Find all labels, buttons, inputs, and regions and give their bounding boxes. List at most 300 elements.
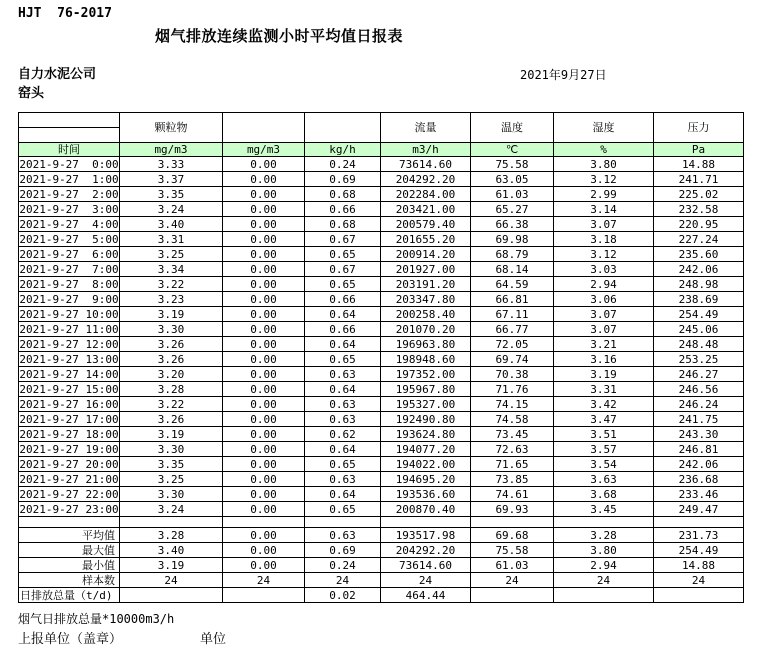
time-cell: 2021-9-27 8:00 — [19, 277, 119, 291]
time-cell: 2021-9-27 2:00 — [19, 187, 119, 201]
unit-cell-pressure: Pa — [654, 143, 744, 157]
time-cell: 2021-9-27 1:00 — [19, 172, 119, 186]
value-cell: 3.06 — [554, 292, 654, 307]
value-cell: 0.69 — [305, 172, 381, 187]
value-cell: 195967.80 — [381, 382, 471, 397]
value-cell: 0.63 — [305, 412, 381, 427]
value-cell: 3.37 — [120, 172, 223, 187]
value-cell: 0.68 — [305, 187, 381, 202]
value-cell: 0.00 — [223, 262, 305, 277]
summary-value-cell: 61.03 — [471, 558, 554, 573]
summary-value-cell: 204292.20 — [381, 543, 471, 558]
unit-cell-particulate-mg: mg/m3 — [120, 143, 223, 157]
value-cell: 73614.60 — [381, 157, 471, 172]
value-cell: 253.25 — [654, 352, 744, 367]
value-cell: 0.00 — [223, 187, 305, 202]
column-group-flow: 流量 — [381, 113, 471, 143]
time-cell: 2021-9-27 4:00 — [19, 217, 119, 231]
report-table — [18, 112, 744, 603]
value-cell: 66.77 — [471, 322, 554, 337]
summary-value-cell: 24 — [554, 573, 654, 588]
value-cell: 3.22 — [120, 277, 223, 292]
summary-value-cell: 254.49 — [654, 543, 744, 558]
value-cell: 74.61 — [471, 487, 554, 502]
value-cell: 0.00 — [223, 247, 305, 262]
summary-label-cell: 最小值 — [19, 558, 120, 573]
value-cell: 0.64 — [305, 307, 381, 322]
time-cell: 2021-9-27 5:00 — [19, 232, 119, 246]
spacer-cell — [120, 517, 223, 528]
time-cell: 2021-9-27 15:00 — [19, 382, 119, 396]
value-cell: 75.58 — [471, 157, 554, 172]
time-cell: 2021-9-27 6:00 — [19, 247, 119, 261]
unit-label: 单位 — [200, 632, 227, 647]
unit-cell-mg: mg/m3 — [223, 143, 305, 157]
value-cell: 3.42 — [554, 397, 654, 412]
value-cell: 69.93 — [471, 502, 554, 517]
summary-value-cell — [654, 588, 744, 603]
value-cell: 3.63 — [554, 472, 654, 487]
spacer-cell — [471, 517, 554, 528]
value-cell: 0.00 — [223, 457, 305, 472]
summary-label-cell: 平均值 — [19, 528, 120, 543]
summary-value-cell: 3.40 — [120, 543, 223, 558]
time-cell: 2021-9-27 18:00 — [19, 427, 119, 441]
table-row — [19, 232, 744, 247]
value-cell: 0.66 — [305, 202, 381, 217]
value-cell: 241.71 — [654, 172, 744, 187]
table-row — [19, 442, 744, 457]
value-cell: 200258.40 — [381, 307, 471, 322]
company-name: 自力水泥公司 — [18, 67, 97, 82]
value-cell: 3.18 — [554, 232, 654, 247]
value-cell: 200870.40 — [381, 502, 471, 517]
column-group-humidity: 湿度 — [554, 113, 654, 143]
value-cell: 3.68 — [554, 487, 654, 502]
value-cell: 0.00 — [223, 172, 305, 187]
table-row — [19, 502, 744, 517]
value-cell: 61.03 — [471, 187, 554, 202]
value-cell: 225.02 — [654, 187, 744, 202]
summary-value-cell: 24 — [120, 573, 223, 588]
time-cell: 2021-9-27 17:00 — [19, 412, 119, 426]
value-cell: 245.06 — [654, 322, 744, 337]
value-cell: 3.03 — [554, 262, 654, 277]
column-group-blank-1 — [223, 113, 305, 143]
value-cell: 72.05 — [471, 337, 554, 352]
value-cell: 0.00 — [223, 217, 305, 232]
value-cell: 2.94 — [554, 277, 654, 292]
value-cell: 246.24 — [654, 397, 744, 412]
table-row — [19, 277, 744, 292]
value-cell: 3.30 — [120, 442, 223, 457]
value-cell: 243.30 — [654, 427, 744, 442]
table-row — [19, 247, 744, 262]
value-cell: 0.00 — [223, 202, 305, 217]
corner-cell-bottom — [19, 128, 120, 143]
value-cell: 3.07 — [554, 322, 654, 337]
value-cell: 3.12 — [554, 172, 654, 187]
value-cell: 0.00 — [223, 292, 305, 307]
value-cell: 0.65 — [305, 247, 381, 262]
value-cell: 220.95 — [654, 217, 744, 232]
summary-row — [19, 558, 744, 573]
value-cell: 246.56 — [654, 382, 744, 397]
table-row — [19, 202, 744, 217]
table-row — [19, 367, 744, 382]
summary-value-cell: 0.02 — [305, 588, 381, 603]
value-cell: 0.63 — [305, 367, 381, 382]
time-cell: 2021-9-27 20:00 — [19, 457, 119, 471]
value-cell: 242.06 — [654, 262, 744, 277]
value-cell: 3.14 — [554, 202, 654, 217]
table-row — [19, 337, 744, 352]
summary-value-cell: 24 — [381, 573, 471, 588]
table-row — [19, 322, 744, 337]
spacer-cell — [19, 517, 120, 528]
time-cell: 2021-9-27 3:00 — [19, 202, 119, 216]
value-cell: 0.65 — [305, 457, 381, 472]
value-cell: 69.74 — [471, 352, 554, 367]
value-cell: 3.80 — [554, 157, 654, 172]
value-cell: 66.81 — [471, 292, 554, 307]
summary-value-cell: 0.63 — [305, 528, 381, 543]
corner-cell-top — [19, 113, 120, 128]
value-cell: 14.88 — [654, 157, 744, 172]
value-cell: 0.00 — [223, 472, 305, 487]
value-cell: 3.24 — [120, 202, 223, 217]
value-cell: 248.98 — [654, 277, 744, 292]
spacer-cell — [381, 517, 471, 528]
value-cell: 203191.20 — [381, 277, 471, 292]
summary-row — [19, 588, 744, 603]
summary-value-cell: 231.73 — [654, 528, 744, 543]
value-cell: 72.63 — [471, 442, 554, 457]
summary-value-cell: 0.00 — [223, 558, 305, 573]
table-row — [19, 307, 744, 322]
value-cell: 203421.00 — [381, 202, 471, 217]
value-cell: 3.40 — [120, 217, 223, 232]
column-group-particulate: 颗粒物 — [120, 113, 223, 143]
value-cell: 194695.20 — [381, 472, 471, 487]
value-cell: 3.22 — [120, 397, 223, 412]
value-cell: 196963.80 — [381, 337, 471, 352]
value-cell: 3.25 — [120, 247, 223, 262]
value-cell: 3.26 — [120, 337, 223, 352]
station-name: 窑头 — [18, 86, 45, 101]
value-cell: 2.99 — [554, 187, 654, 202]
flow-total-note: 烟气日排放总量*10000m3/h — [18, 612, 175, 626]
page-title: 烟气排放连续监测小时平均值日报表 — [155, 27, 404, 45]
value-cell: 0.65 — [305, 502, 381, 517]
value-cell: 73.85 — [471, 472, 554, 487]
table-header — [19, 113, 744, 157]
time-cell: 2021-9-27 13:00 — [19, 352, 119, 366]
value-cell: 201655.20 — [381, 232, 471, 247]
summary-value-cell: 24 — [654, 573, 744, 588]
value-cell: 68.79 — [471, 247, 554, 262]
value-cell: 0.67 — [305, 232, 381, 247]
value-cell: 0.65 — [305, 352, 381, 367]
table-row — [19, 487, 744, 502]
value-cell: 246.81 — [654, 442, 744, 457]
column-group-blank-2 — [305, 113, 381, 143]
value-cell: 65.27 — [471, 202, 554, 217]
value-cell: 3.30 — [120, 322, 223, 337]
summary-value-cell — [471, 588, 554, 603]
value-cell: 0.67 — [305, 262, 381, 277]
value-cell: 235.60 — [654, 247, 744, 262]
value-cell: 242.06 — [654, 457, 744, 472]
summary-value-cell: 3.80 — [554, 543, 654, 558]
value-cell: 227.24 — [654, 232, 744, 247]
value-cell: 0.00 — [223, 367, 305, 382]
table-row — [19, 157, 744, 172]
spacer-cell — [223, 517, 305, 528]
value-cell: 0.64 — [305, 487, 381, 502]
value-cell: 3.19 — [120, 307, 223, 322]
value-cell: 66.38 — [471, 217, 554, 232]
spacer-cell — [554, 517, 654, 528]
time-cell: 2021-9-27 12:00 — [19, 337, 119, 351]
time-cell: 2021-9-27 19:00 — [19, 442, 119, 456]
value-cell: 0.68 — [305, 217, 381, 232]
table-row — [19, 397, 744, 412]
table-row — [19, 187, 744, 202]
value-cell: 3.21 — [554, 337, 654, 352]
summary-value-cell — [223, 588, 305, 603]
value-cell: 200914.20 — [381, 247, 471, 262]
value-cell: 3.26 — [120, 412, 223, 427]
value-cell: 3.33 — [120, 157, 223, 172]
value-cell: 202284.00 — [381, 187, 471, 202]
unit-cell-flow: m3/h — [381, 143, 471, 157]
value-cell: 193536.60 — [381, 487, 471, 502]
value-cell: 0.64 — [305, 442, 381, 457]
value-cell: 233.46 — [654, 487, 744, 502]
group-header-row — [19, 113, 744, 128]
summary-value-cell: 0.00 — [223, 543, 305, 558]
value-cell: 0.00 — [223, 487, 305, 502]
time-cell: 2021-9-27 23:00 — [19, 502, 119, 516]
summary-value-cell: 3.28 — [554, 528, 654, 543]
value-cell: 3.20 — [120, 367, 223, 382]
value-cell: 0.64 — [305, 337, 381, 352]
value-cell: 3.31 — [120, 232, 223, 247]
value-cell: 3.31 — [554, 382, 654, 397]
value-cell: 238.69 — [654, 292, 744, 307]
summary-value-cell: 3.28 — [120, 528, 223, 543]
summary-value-cell: 69.68 — [471, 528, 554, 543]
value-cell: 0.00 — [223, 352, 305, 367]
value-cell: 194022.00 — [381, 457, 471, 472]
report-date: 2021年9月27日 — [520, 68, 607, 82]
value-cell: 0.66 — [305, 292, 381, 307]
summary-label-cell: 最大值 — [19, 543, 120, 558]
value-cell: 3.26 — [120, 352, 223, 367]
table-row — [19, 352, 744, 367]
value-cell: 3.16 — [554, 352, 654, 367]
value-cell: 3.45 — [554, 502, 654, 517]
value-cell: 67.11 — [471, 307, 554, 322]
value-cell: 3.23 — [120, 292, 223, 307]
table-row — [19, 457, 744, 472]
value-cell: 3.19 — [120, 427, 223, 442]
value-cell: 3.57 — [554, 442, 654, 457]
value-cell: 3.34 — [120, 262, 223, 277]
value-cell: 3.24 — [120, 502, 223, 517]
summary-value-cell: 3.19 — [120, 558, 223, 573]
value-cell: 0.00 — [223, 157, 305, 172]
summary-value-cell — [554, 588, 654, 603]
value-cell: 254.49 — [654, 307, 744, 322]
summary-value-cell: 75.58 — [471, 543, 554, 558]
value-cell: 70.38 — [471, 367, 554, 382]
spacer-cell — [654, 517, 744, 528]
spacer-cell — [305, 517, 381, 528]
summary-value-cell: 0.24 — [305, 558, 381, 573]
table-row — [19, 427, 744, 442]
value-cell: 0.24 — [305, 157, 381, 172]
table-row — [19, 217, 744, 232]
summary-label-cell: 日排放总量（t/d) — [19, 588, 120, 603]
value-cell: 194077.20 — [381, 442, 471, 457]
table-row — [19, 382, 744, 397]
summary-value-cell: 193517.98 — [381, 528, 471, 543]
value-cell: 204292.20 — [381, 172, 471, 187]
value-cell: 73.45 — [471, 427, 554, 442]
value-cell: 0.00 — [223, 397, 305, 412]
value-cell: 3.12 — [554, 247, 654, 262]
column-group-pressure: 压力 — [654, 113, 744, 143]
summary-value-cell — [120, 588, 223, 603]
value-cell: 74.58 — [471, 412, 554, 427]
value-cell: 198948.60 — [381, 352, 471, 367]
doc-code: HJT 76-2017 — [18, 6, 112, 21]
table-row — [19, 292, 744, 307]
time-column-header: 时间 — [19, 143, 120, 157]
value-cell: 0.63 — [305, 472, 381, 487]
unit-row — [19, 143, 744, 157]
reporting-unit-label: 上报单位（盖章） — [18, 632, 123, 647]
value-cell: 3.51 — [554, 427, 654, 442]
summary-value-cell: 0.00 — [223, 528, 305, 543]
time-cell: 2021-9-27 22:00 — [19, 487, 119, 501]
value-cell: 3.07 — [554, 217, 654, 232]
value-cell: 3.54 — [554, 457, 654, 472]
summary-value-cell: 14.88 — [654, 558, 744, 573]
value-cell: 69.98 — [471, 232, 554, 247]
value-cell: 3.07 — [554, 307, 654, 322]
value-cell: 248.48 — [654, 337, 744, 352]
value-cell: 0.00 — [223, 382, 305, 397]
value-cell: 193624.80 — [381, 427, 471, 442]
summary-value-cell: 0.69 — [305, 543, 381, 558]
value-cell: 3.25 — [120, 472, 223, 487]
unit-cell-humidity: % — [554, 143, 654, 157]
value-cell: 201927.00 — [381, 262, 471, 277]
spacer-row — [19, 517, 744, 528]
value-cell: 64.59 — [471, 277, 554, 292]
unit-cell-kgh: kg/h — [305, 143, 381, 157]
table-row — [19, 262, 744, 277]
value-cell: 232.58 — [654, 202, 744, 217]
summary-row — [19, 573, 744, 588]
summary-value-cell: 24 — [305, 573, 381, 588]
value-cell: 192490.80 — [381, 412, 471, 427]
time-cell: 2021-9-27 10:00 — [19, 307, 119, 321]
summary-label-cell: 样本数 — [19, 573, 120, 588]
value-cell: 236.68 — [654, 472, 744, 487]
value-cell: 68.14 — [471, 262, 554, 277]
time-cell: 2021-9-27 14:00 — [19, 367, 119, 381]
summary-value-cell: 464.44 — [381, 588, 471, 603]
value-cell: 0.00 — [223, 307, 305, 322]
value-cell: 197352.00 — [381, 367, 471, 382]
time-cell: 2021-9-27 11:00 — [19, 322, 119, 336]
summary-row — [19, 528, 744, 543]
value-cell: 246.27 — [654, 367, 744, 382]
table-row — [19, 172, 744, 187]
value-cell: 0.00 — [223, 232, 305, 247]
value-cell: 0.00 — [223, 442, 305, 457]
value-cell: 74.15 — [471, 397, 554, 412]
value-cell: 0.64 — [305, 382, 381, 397]
value-cell: 71.65 — [471, 457, 554, 472]
value-cell: 71.76 — [471, 382, 554, 397]
value-cell: 200579.40 — [381, 217, 471, 232]
value-cell: 3.35 — [120, 457, 223, 472]
summary-row — [19, 543, 744, 558]
value-cell: 0.63 — [305, 397, 381, 412]
value-cell: 0.00 — [223, 277, 305, 292]
time-cell: 2021-9-27 21:00 — [19, 472, 119, 486]
value-cell: 3.35 — [120, 187, 223, 202]
unit-cell-temperature: ℃ — [471, 143, 554, 157]
value-cell: 241.75 — [654, 412, 744, 427]
table-row — [19, 412, 744, 427]
summary-value-cell: 24 — [223, 573, 305, 588]
value-cell: 0.00 — [223, 502, 305, 517]
value-cell: 0.00 — [223, 322, 305, 337]
summary-value-cell: 2.94 — [554, 558, 654, 573]
time-cell: 2021-9-27 7:00 — [19, 262, 119, 276]
table-row — [19, 472, 744, 487]
value-cell: 3.30 — [120, 487, 223, 502]
value-cell: 0.66 — [305, 322, 381, 337]
value-cell: 0.00 — [223, 427, 305, 442]
value-cell: 0.65 — [305, 277, 381, 292]
time-cell: 2021-9-27 16:00 — [19, 397, 119, 411]
value-cell: 63.05 — [471, 172, 554, 187]
column-group-temperature: 温度 — [471, 113, 554, 143]
summary-value-cell: 73614.60 — [381, 558, 471, 573]
value-cell: 249.47 — [654, 502, 744, 517]
time-cell: 2021-9-27 9:00 — [19, 292, 119, 306]
table-body — [19, 157, 744, 603]
value-cell: 3.19 — [554, 367, 654, 382]
value-cell: 195327.00 — [381, 397, 471, 412]
time-cell: 2021-9-27 0:00 — [19, 157, 119, 171]
value-cell: 3.28 — [120, 382, 223, 397]
value-cell: 0.00 — [223, 412, 305, 427]
value-cell: 0.62 — [305, 427, 381, 442]
value-cell: 201070.20 — [381, 322, 471, 337]
value-cell: 203347.80 — [381, 292, 471, 307]
value-cell: 0.00 — [223, 337, 305, 352]
summary-value-cell: 24 — [471, 573, 554, 588]
value-cell: 3.47 — [554, 412, 654, 427]
